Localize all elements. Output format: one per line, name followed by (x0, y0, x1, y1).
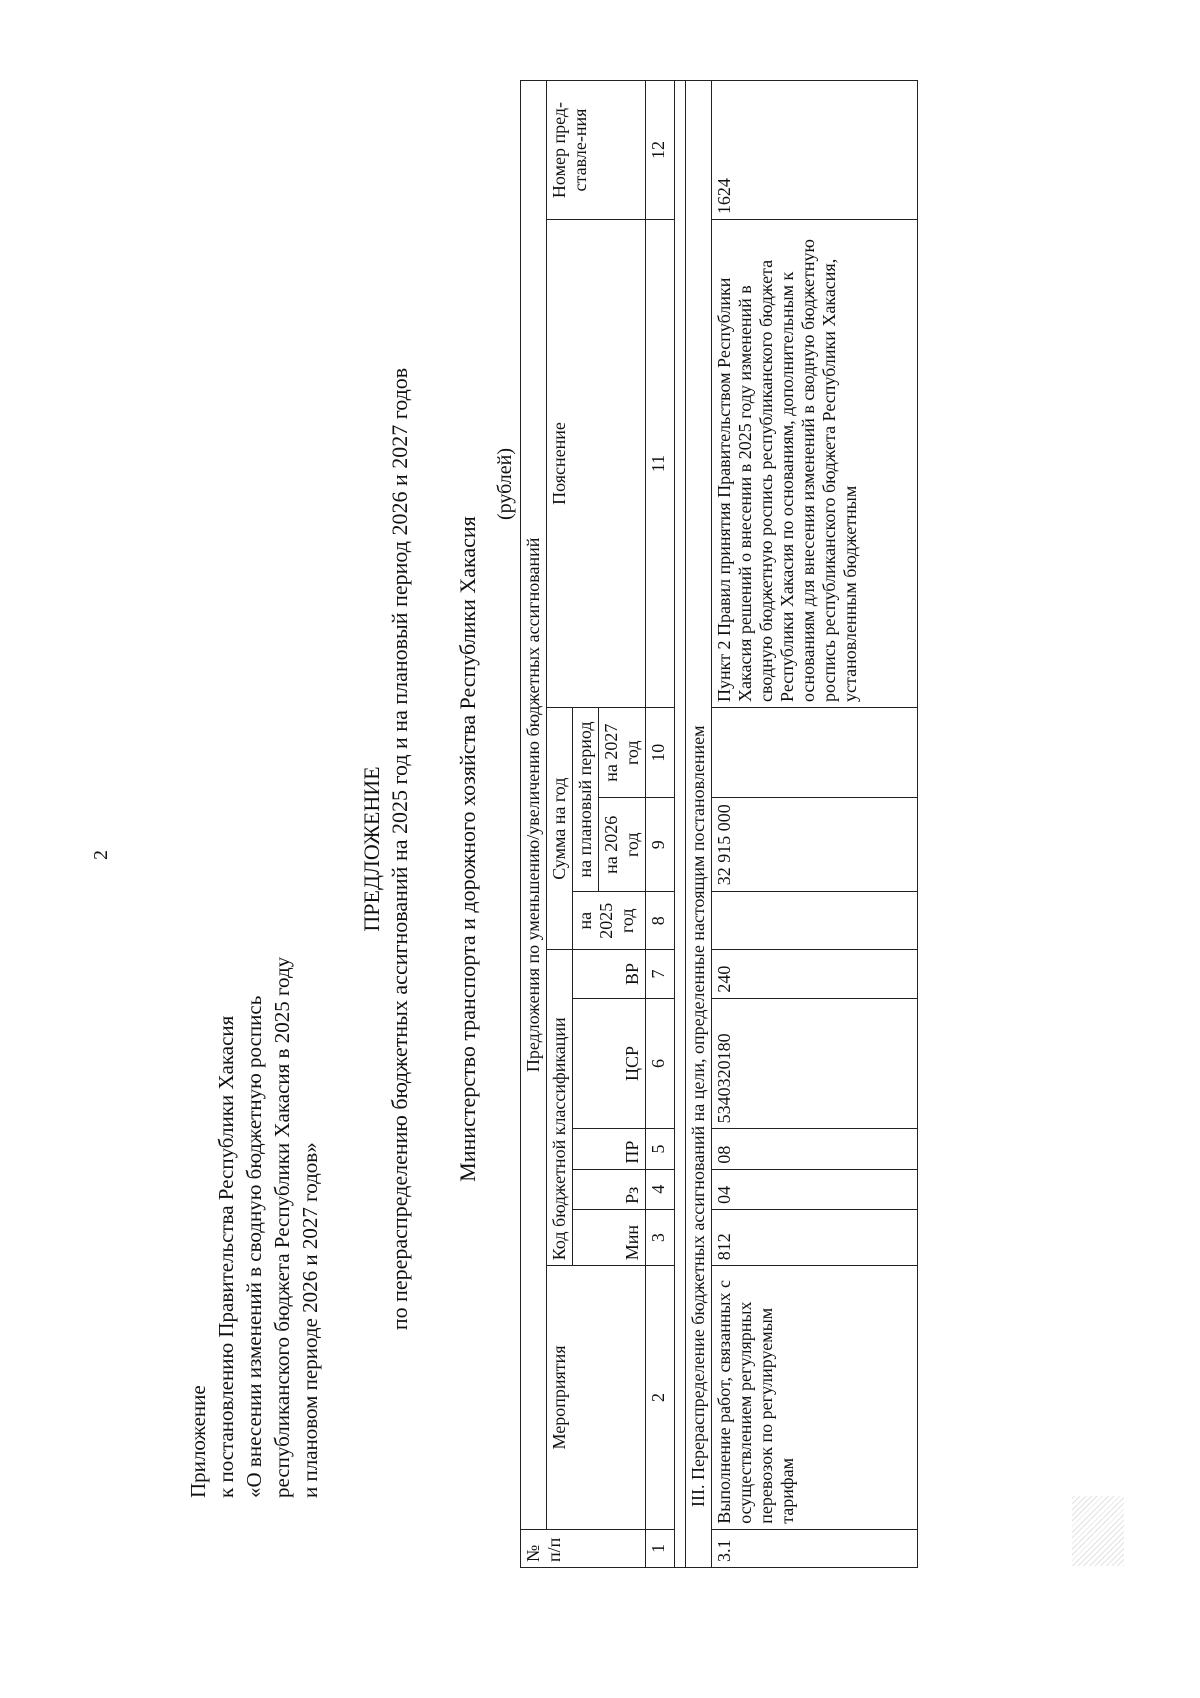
column-number: 8 (646, 892, 675, 950)
document-subtitle: по перераспределению бюджетных ассигнований на 2025 год и на плановый период 2026 и 2027 годов (387, 367, 412, 1331)
row-rz: 04 (712, 1169, 918, 1209)
spacer-row (675, 81, 686, 1568)
column-number: 7 (646, 950, 675, 998)
column-number: 1 (646, 1529, 675, 1567)
col-csr-header: ЦСР (573, 998, 646, 1129)
header-row-1 (521, 81, 547, 1568)
column-number: 10 (646, 707, 675, 798)
header-row-2 (547, 81, 573, 1568)
table-row (712, 81, 918, 1568)
appendix-line: республиканского бюджета Республики Хакасия в 2025 году (270, 956, 294, 1498)
col-2025-header: на 2025 год (573, 892, 646, 950)
column-number: 4 (646, 1169, 675, 1209)
page-number: 2 (90, 850, 112, 860)
col-event-header: Мероприятия (547, 1266, 646, 1530)
row-pr: 08 (712, 1129, 918, 1169)
column-numbers-row (646, 81, 675, 1568)
col-sum-header: Сумма на год (547, 707, 573, 949)
section-row (686, 81, 712, 1568)
row-number: 3.1 (712, 1529, 918, 1567)
column-number: 12 (646, 81, 675, 220)
ministry-name: Министерство транспорта и дорожного хозяйства Республики Хакасия (455, 516, 480, 1182)
spacer-cell (675, 81, 686, 1568)
col-min-header: Мин (573, 1209, 646, 1265)
column-number: 11 (646, 220, 675, 708)
col-2027-header: на 2027 год (599, 707, 646, 798)
allocation-table (520, 80, 918, 1568)
col-2026-header: на 2026 год (599, 798, 646, 892)
column-number: 6 (646, 998, 675, 1129)
section-title: III. Перераспределение бюджетных ассигнований на цели, определенные настоящим постановлением (686, 81, 712, 1568)
row-explanation: Пункт 2 Правил принятия Правительством Республики Хакасия решений о внесении в 2025 году изменений в сводную бюджетную роспись республиканского бюджета Республики Хакасия по основаниям, дополнительным к основаниям для внесения изменений в сводную бюджетную роспись республиканского бюджета Республики Хакасия, установленным бюджетным (712, 220, 918, 708)
row-2025 (712, 892, 918, 950)
col-number-header: № п/п (521, 1529, 646, 1567)
row-2026: 32 915 000 (712, 798, 918, 892)
row-csr: 5340320180 (712, 998, 918, 1129)
appendix-block (184, 957, 324, 1498)
col-explanation-header: Пояснение (547, 220, 646, 708)
row-2027 (712, 707, 918, 798)
appendix-line: Приложение (186, 1385, 210, 1498)
group-header: Предложения по уменьшению/увеличению бюджетных ассигнований (521, 81, 547, 1530)
col-vr-header: ВР (573, 950, 646, 998)
row-event: Выполнение работ, связанных с осуществлением регулярных перевозок по регулируемым тарифам (712, 1266, 918, 1530)
col-rz-header: Рз (573, 1169, 646, 1209)
units-label: (рублей) (494, 447, 516, 520)
row-representation: 1624 (712, 81, 918, 220)
appendix-line: к постановлению Правительства Республики Хакасия (214, 1015, 238, 1498)
row-vr: 240 (712, 950, 918, 998)
col-code-header: Код бюджетной классификации (547, 950, 573, 1266)
col-representation-header: Номер пред-ставле-ния (547, 81, 646, 220)
col-plan-header: на плановый период (573, 707, 599, 891)
column-number: 5 (646, 1129, 675, 1169)
column-number: 2 (646, 1266, 675, 1530)
column-number: 3 (646, 1209, 675, 1265)
column-number: 9 (646, 798, 675, 892)
col-pr-header: ПР (573, 1129, 646, 1169)
row-min: 812 (712, 1209, 918, 1265)
appendix-line: «О внесении изменений в сводную бюджетную роспись (242, 995, 266, 1498)
appendix-line: и плановом периоде 2026 и 2027 годов» (298, 1142, 322, 1498)
document-title-block (358, 0, 414, 1698)
scan-noise (1072, 1496, 1124, 1566)
document-title: ПРЕДЛОЖЕНИЕ (359, 766, 384, 932)
